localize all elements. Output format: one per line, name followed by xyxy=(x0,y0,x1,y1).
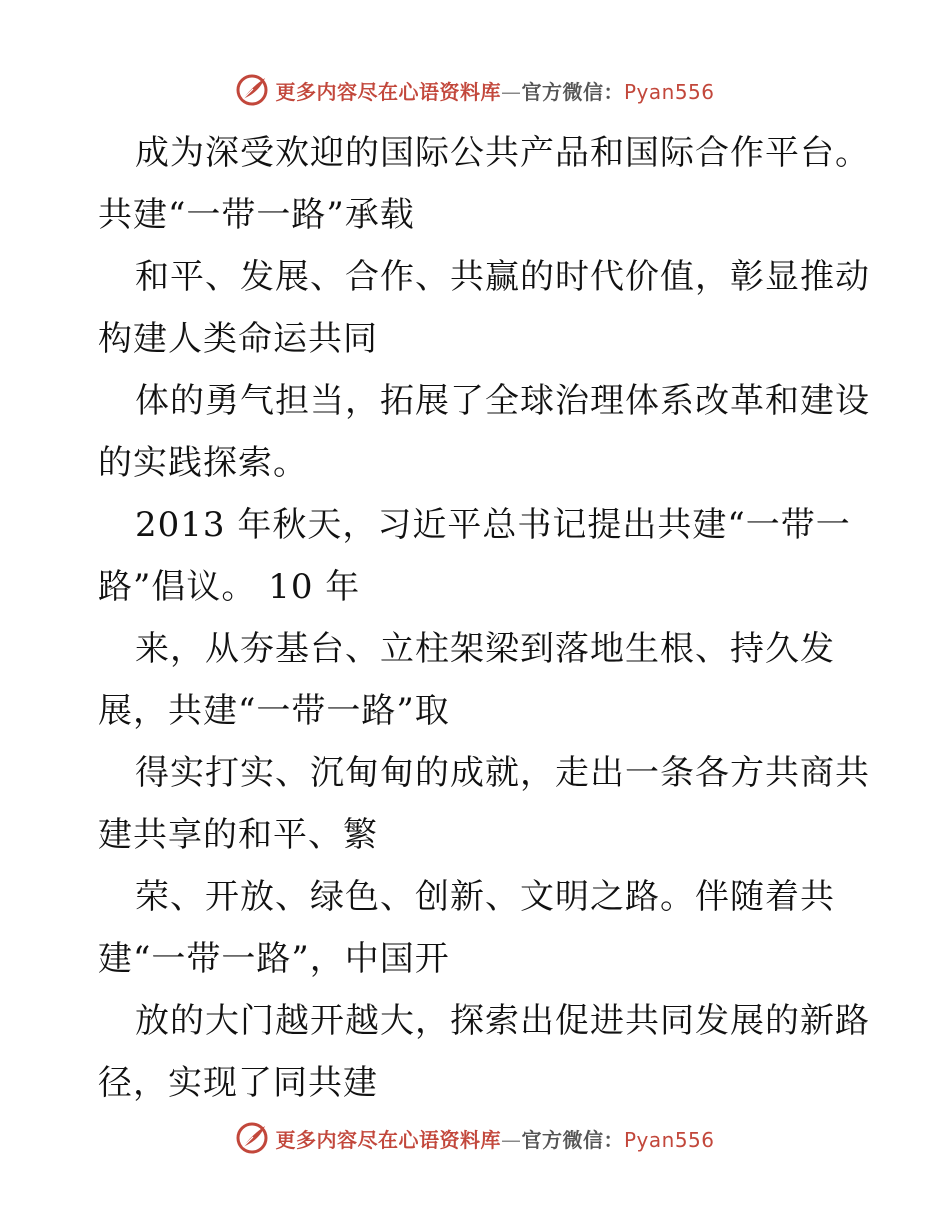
text-line: 建共享的和平、繁 xyxy=(98,815,378,855)
text-line: 2013 年秋天，习近平总书记提出共建“一带一 xyxy=(135,505,851,545)
text-line: 来，从夯基台、立柱架梁到落地生根、持久发 xyxy=(135,629,835,669)
text-line: 和平、发展、合作、共赢的时代价值，彰显推动 xyxy=(135,257,870,297)
footer-banner xyxy=(0,1118,950,1158)
text-line: 放的大门越开越大，探索出促进共同发展的新路 xyxy=(135,1001,870,1041)
feather-pen-logo-icon xyxy=(235,73,269,107)
footer-banner-wechat-id: Pyan556 xyxy=(623,1127,715,1152)
text-line: 体的勇气担当，拓展了全球治理体系改革和建设 xyxy=(135,381,870,421)
feather-pen-logo-icon xyxy=(235,1121,269,1155)
header-banner-site: 更多内容尽在心语资料库 xyxy=(275,79,501,104)
text-line: 成为深受欢迎的国际公共产品和国际合作平台。 xyxy=(135,133,870,173)
footer-banner-site: 更多内容尽在心语资料库 xyxy=(275,1127,501,1152)
header-banner-text xyxy=(275,76,714,105)
text-line: 建“一带一路”，中国开 xyxy=(98,939,450,979)
text-line: 的实践探索。 xyxy=(98,443,308,483)
document-body xyxy=(98,122,870,1114)
text-line: 构建人类命运共同 xyxy=(98,319,378,359)
footer-banner-dash: — xyxy=(500,1127,522,1152)
text-line: 展，共建“一带一路”取 xyxy=(98,691,450,731)
footer-banner-text xyxy=(275,1124,714,1153)
text-line: 共建“一带一路”承载 xyxy=(98,195,415,235)
text-line: 得实打实、沉甸甸的成就，走出一条各方共商共 xyxy=(135,753,870,793)
header-banner-dash: — xyxy=(500,79,522,104)
header-banner-wechat-label: 官方微信： xyxy=(521,79,624,104)
text-line: 径，实现了同共建 xyxy=(98,1063,378,1103)
text-line: 路”倡议。 10 年 xyxy=(98,567,361,607)
footer-banner-wechat-label: 官方微信： xyxy=(521,1127,624,1152)
header-banner xyxy=(0,70,950,110)
text-line: 荣、开放、绿色、创新、文明之路。伴随着共 xyxy=(135,877,835,917)
header-banner-wechat-id: Pyan556 xyxy=(623,79,715,104)
